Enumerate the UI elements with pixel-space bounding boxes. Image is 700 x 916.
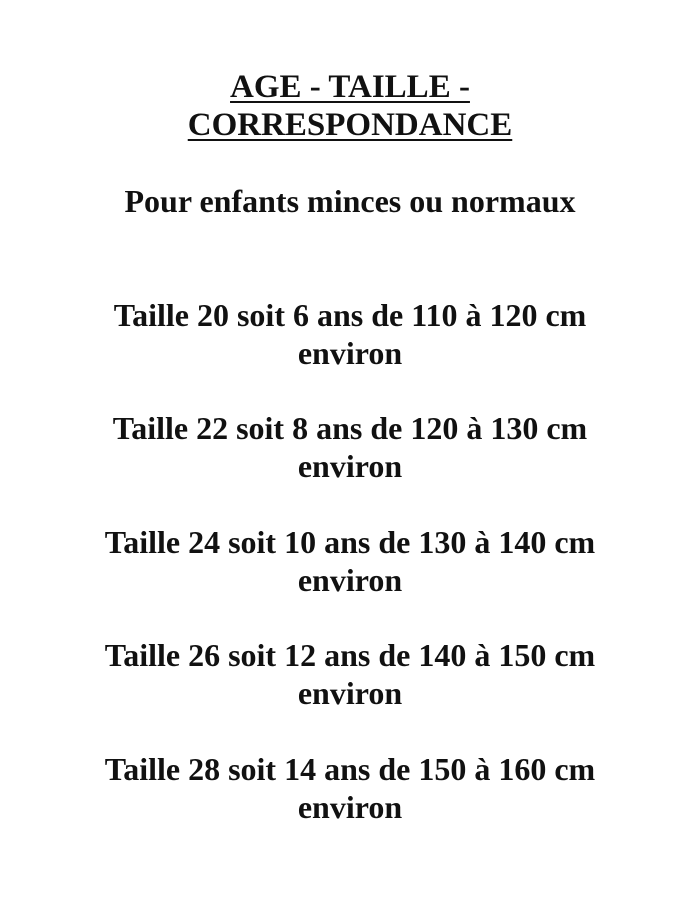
size-entry-suffix: environ [297,675,403,711]
size-entry [0,523,700,599]
title-line-1: AGE - TAILLE - [230,69,470,105]
size-entry-text: Taille 22 soit 8 ans de 120 à 130 cm [112,410,588,446]
size-entry [0,296,700,372]
size-entry-suffix: environ [297,335,403,371]
size-entry-suffix: environ [297,789,403,825]
size-entry-text: Taille 28 soit 14 ans de 150 à 160 cm [104,751,596,787]
size-entry-text: Taille 20 soit 6 ans de 110 à 120 cm [113,297,587,333]
size-entry [0,636,700,712]
size-entry-suffix: environ [297,448,403,484]
size-entry-text: Taille 26 soit 12 ans de 140 à 150 cm [104,637,596,673]
size-entry-text: Taille 24 soit 10 ans de 130 à 140 cm [104,524,596,560]
title-line-2: CORRESPONDANCE [187,107,513,143]
size-entry-suffix: environ [297,562,403,598]
subtitle: Pour enfants minces ou normaux [124,183,576,219]
size-entry [0,409,700,485]
size-entry [0,750,700,826]
